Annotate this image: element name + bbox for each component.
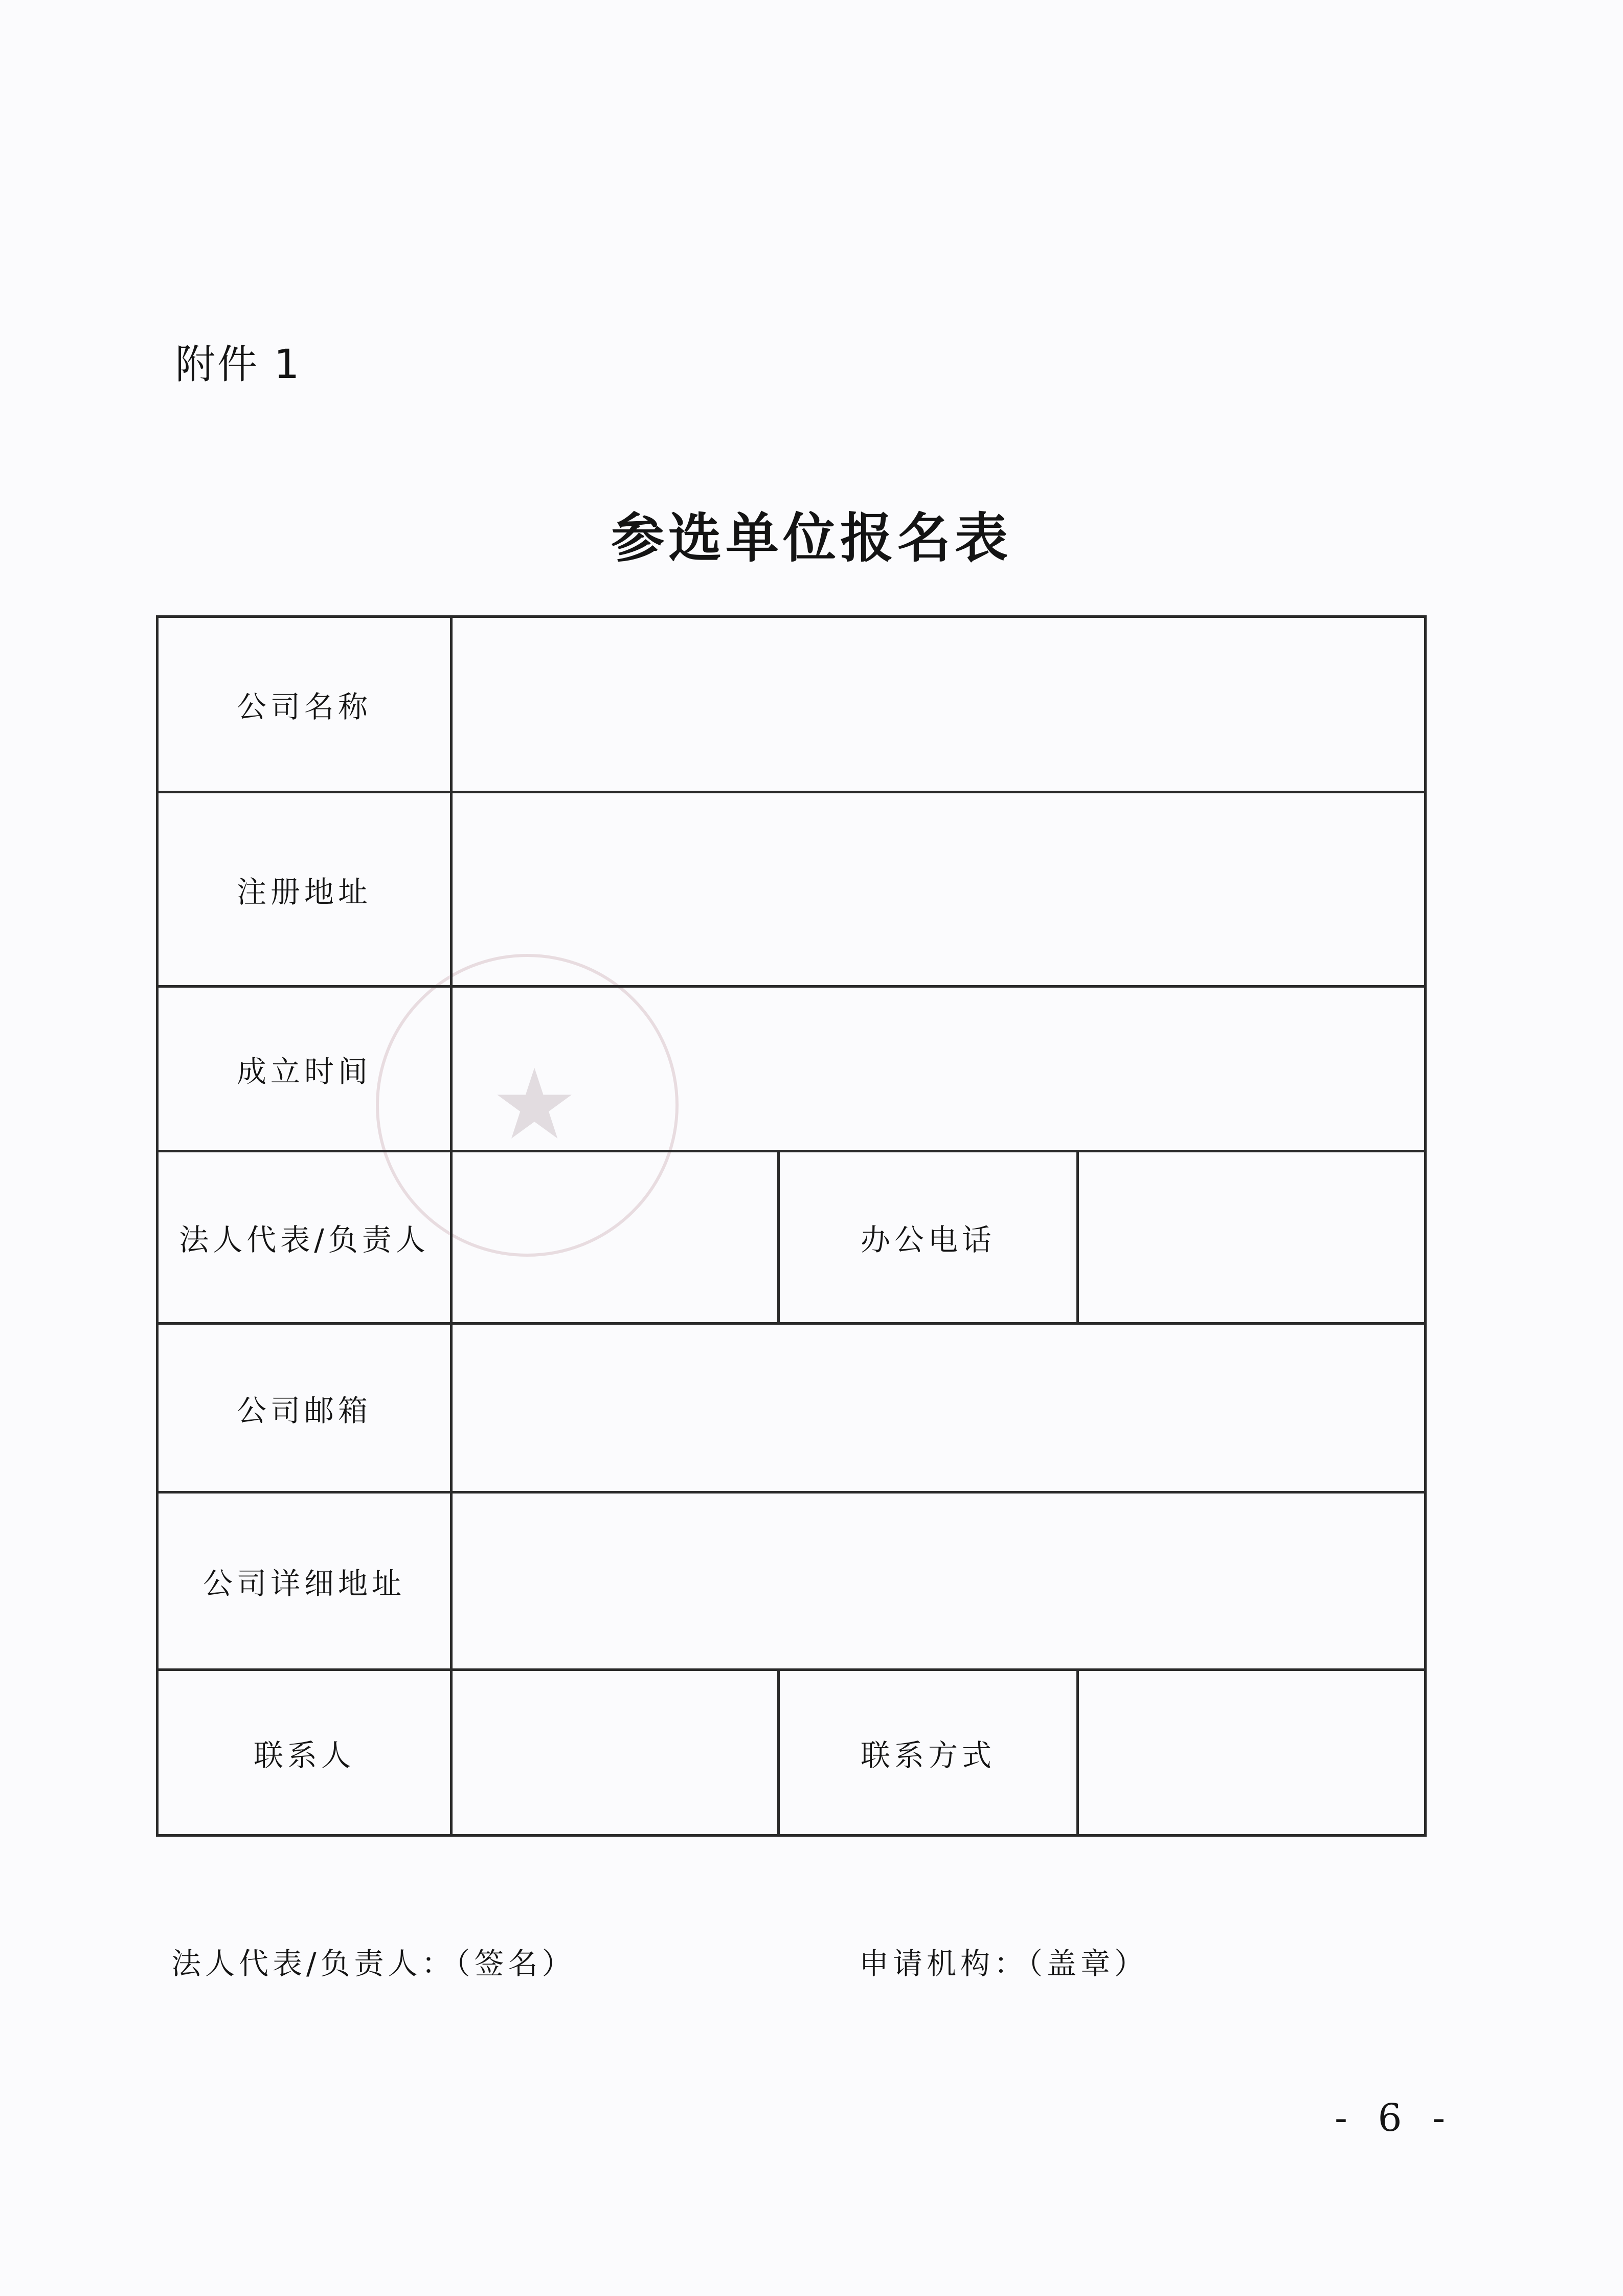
- attachment-label: 附件 1: [175, 342, 302, 388]
- form-row-established-date: [157, 987, 1426, 1151]
- input-contact-person[interactable]: [452, 1670, 779, 1836]
- institution-seal-line: 申请机构：（盖章）: [859, 1946, 1148, 1981]
- input-contact-method[interactable]: [1078, 1670, 1426, 1836]
- label-office-phone: 办公电话: [779, 1151, 1078, 1324]
- label-legal-representative: 法人代表/负责人: [157, 1151, 452, 1324]
- page-title: 参选单位报名表: [611, 506, 1012, 569]
- label-company-name: 公司名称: [157, 617, 452, 792]
- label-company-email: 公司邮箱: [157, 1324, 452, 1492]
- form-row-company-name: [157, 617, 1426, 792]
- input-company-email[interactable]: [452, 1324, 1426, 1492]
- label-contact-person: 联系人: [157, 1670, 452, 1836]
- input-established-date[interactable]: [452, 987, 1426, 1161]
- input-registered-address[interactable]: [452, 792, 1426, 987]
- faint-seal-star-icon: ★: [491, 1048, 578, 1161]
- form-row-legal-representative: [157, 1151, 1426, 1324]
- label-established-date: 成立时间: [157, 987, 452, 1151]
- input-detailed-address[interactable]: [452, 1492, 1426, 1670]
- registration-form-table: [156, 615, 1427, 1837]
- input-legal-representative[interactable]: [452, 1151, 779, 1324]
- form-row-detailed-address: [157, 1492, 1426, 1670]
- form-row-registered-address: [157, 792, 1426, 987]
- page-number: - 6 -: [1335, 2096, 1455, 2140]
- label-contact-method: 联系方式: [779, 1670, 1078, 1836]
- form-row-company-email: [157, 1324, 1426, 1492]
- label-detailed-address: 公司详细地址: [157, 1492, 452, 1670]
- legal-rep-signature-line: 法人代表/负责人：（签名）: [171, 1946, 576, 1981]
- label-registered-address: 注册地址: [157, 792, 452, 987]
- input-office-phone[interactable]: [1078, 1151, 1426, 1324]
- form-row-contact-person: [157, 1670, 1426, 1836]
- input-company-name[interactable]: [452, 617, 1426, 792]
